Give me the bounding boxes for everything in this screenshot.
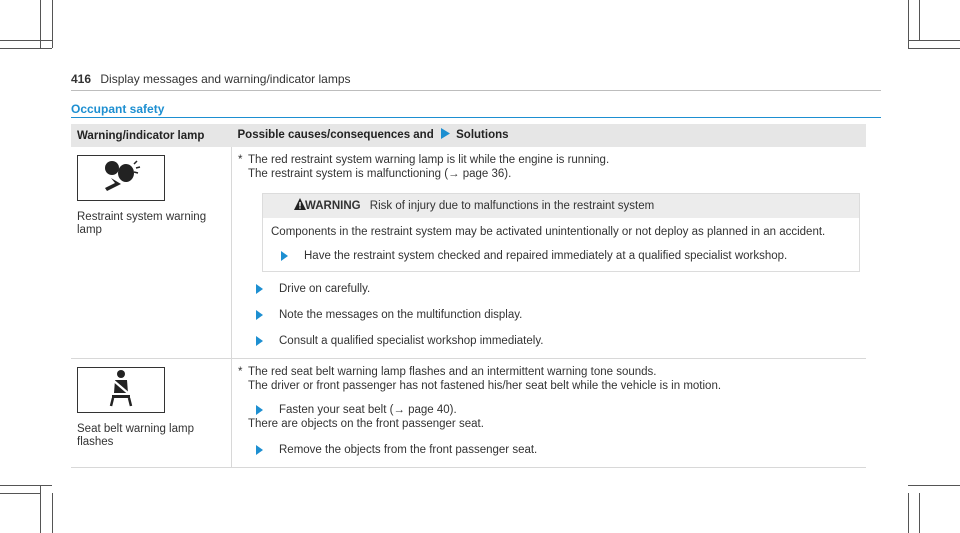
table-header-row (71, 124, 866, 147)
step-text: Remove the objects from the front passenger seat. (279, 444, 538, 456)
warning-step (263, 239, 859, 271)
header-divider (71, 90, 881, 91)
step-note: There are objects on the front passenger seat. (248, 418, 484, 430)
table-row (71, 147, 866, 359)
page-number: 416 (71, 72, 92, 86)
lamp-table (71, 124, 866, 468)
asterisk: * (238, 154, 243, 166)
crop-mark (919, 0, 920, 40)
column-header-lamp: Warning/indicator lamp (71, 124, 232, 147)
page-header (71, 72, 351, 86)
lamp-cell (71, 359, 232, 468)
warning-step-text: Have the restraint system checked and repaired immediately at a qualified specialist workshop. (304, 250, 788, 262)
table-row (71, 359, 866, 468)
lamp-name: Restraint system warning lamp (77, 211, 207, 236)
cause-text: The red restraint system warning lamp is lit while the engine is running. (248, 154, 610, 166)
arrow-right-icon (256, 445, 263, 455)
warning-triangle-icon (294, 198, 306, 214)
step-text: Fasten your seat belt (→ page 40). (279, 404, 457, 416)
section-title: Occupant safety (71, 102, 165, 116)
lamp-cell (71, 147, 232, 359)
arrow-right-icon (440, 128, 450, 143)
cause-block (238, 153, 860, 181)
seatbelt-lamp-box (77, 367, 165, 413)
crop-mark (52, 0, 53, 48)
warning-title: Risk of injury due to malfunctions in the restraint system (369, 200, 655, 212)
cause-text: The restraint system is malfunctioning (→ page 36). (248, 168, 512, 180)
cause-text: The red seat belt warning lamp flashes and an intermittent warning tone sounds. (248, 366, 657, 378)
step-text: Drive on carefully. (279, 283, 371, 295)
crop-mark (0, 493, 40, 494)
column-header-text: Possible causes/consequences and (237, 129, 434, 141)
solution-cell (232, 147, 867, 359)
crop-mark (919, 493, 920, 533)
step-text: Note the messages on the multifunction display. (279, 309, 523, 321)
crop-mark (908, 40, 960, 41)
solution-step (238, 443, 860, 457)
airbag-icon (99, 158, 143, 198)
crop-mark (0, 485, 52, 486)
asterisk: * (238, 366, 243, 378)
crop-mark (0, 40, 52, 41)
solution-step (238, 282, 860, 296)
solution-cell (232, 359, 867, 468)
arrow-right-icon (281, 251, 288, 261)
arrow-right-icon (256, 336, 263, 346)
column-header-solutions (232, 124, 867, 147)
warning-box (262, 193, 860, 272)
page-header-title: Display messages and warning/indicator lamps (100, 72, 351, 86)
lamp-name: Seat belt warning lamp flashes (77, 423, 194, 448)
crop-mark (0, 48, 52, 49)
warning-label: WARNING (305, 200, 361, 212)
solution-step (238, 308, 860, 322)
warning-body: Components in the restraint system may be activated unintentionally or not deploy as planned in an accident. (271, 226, 826, 238)
crop-mark (908, 48, 960, 49)
crop-mark (908, 493, 909, 533)
airbag-lamp-box (77, 155, 165, 201)
crop-mark (908, 485, 960, 486)
solution-step (238, 403, 860, 417)
cause-block (238, 365, 860, 393)
crop-mark (52, 493, 53, 533)
seatbelt-icon (106, 369, 136, 411)
section-divider (71, 117, 881, 118)
step-text: Consult a qualified specialist workshop immediately. (279, 335, 544, 347)
arrow-right-icon (256, 405, 263, 415)
arrow-right-icon (256, 310, 263, 320)
solution-step (238, 334, 860, 348)
cause-text: The driver or front passenger has not fastened his/her seat belt while the vehicle is in motion. (248, 380, 722, 392)
warning-header (263, 194, 859, 218)
arrow-right-icon (256, 284, 263, 294)
crop-mark (40, 485, 41, 533)
column-header-suffix: Solutions (456, 129, 509, 141)
